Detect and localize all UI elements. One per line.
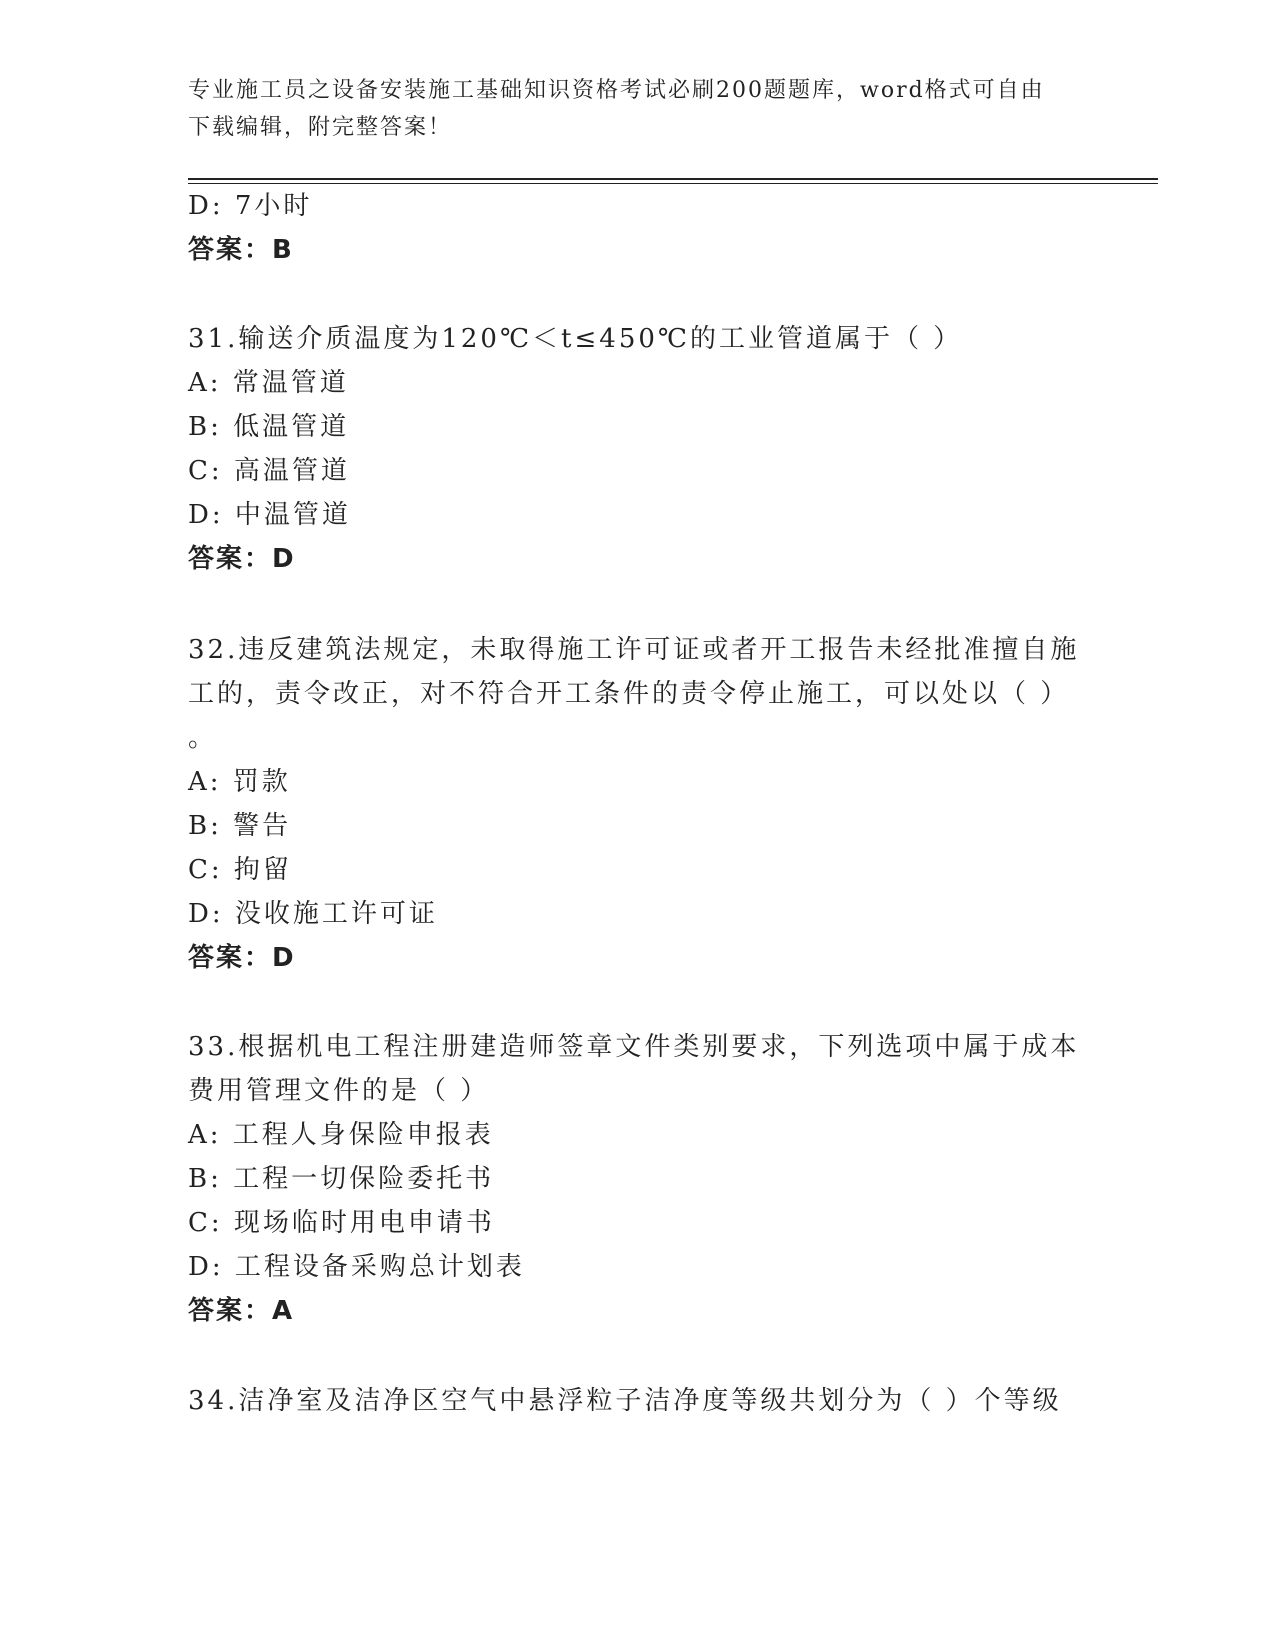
q32-option-d: D: 没收施工许可证 <box>188 899 438 929</box>
prev-question-option-d: D: 7小时 <box>188 191 313 221</box>
q32-stem-line-3: 。 <box>188 723 218 753</box>
q31-option-b: B: 低温管道 <box>188 412 350 442</box>
document-header <box>188 72 1068 146</box>
q31-answer: 答案：D <box>188 544 296 574</box>
q31-option-a: A: 常温管道 <box>188 368 349 398</box>
q32-answer: 答案：D <box>188 943 296 973</box>
header-title-line-1: 专业施工员之设备安装施工基础知识资格考试必刷200题题库，word格式可自由 <box>188 78 1045 103</box>
q32-option-a: A: 罚款 <box>188 767 291 797</box>
q31-option-d: D: 中温管道 <box>188 500 351 530</box>
q33-answer: 答案：A <box>188 1296 295 1326</box>
q31-stem: 31.输送介质温度为120℃＜t≤450℃的工业管道属于（ ） <box>188 324 963 354</box>
q33-option-a: A: 工程人身保险申报表 <box>188 1120 494 1150</box>
q32-option-c: C: 拘留 <box>188 855 292 885</box>
q33-option-d: D: 工程设备采购总计划表 <box>188 1252 525 1282</box>
q31-option-c: C: 高温管道 <box>188 456 350 486</box>
prev-question-answer: 答案：B <box>188 235 294 265</box>
header-title-line-2: 下载编辑，附完整答案！ <box>188 115 453 140</box>
header-divider-thick <box>188 178 1158 180</box>
q34-stem: 34.洁净室及洁净区空气中悬浮粒子洁净度等级共划分为（ ）个等级 <box>188 1386 1062 1416</box>
q32-stem-line-1: 32.违反建筑法规定，未取得施工许可证或者开工报告未经批准擅自施 <box>188 635 1080 665</box>
q33-option-b: B: 工程一切保险委托书 <box>188 1164 495 1194</box>
q32-stem-line-2: 工的，责令改正，对不符合开工条件的责令停止施工，可以处以（ ） <box>188 679 1070 709</box>
q32-option-b: B: 警告 <box>188 811 292 841</box>
q33-stem-line-2: 费用管理文件的是（ ） <box>188 1076 490 1106</box>
q33-option-c: C: 现场临时用电申请书 <box>188 1208 495 1238</box>
header-divider-thin <box>188 183 1158 184</box>
q33-stem-line-1: 33.根据机电工程注册建造师签章文件类别要求，下列选项中属于成本 <box>188 1032 1080 1062</box>
